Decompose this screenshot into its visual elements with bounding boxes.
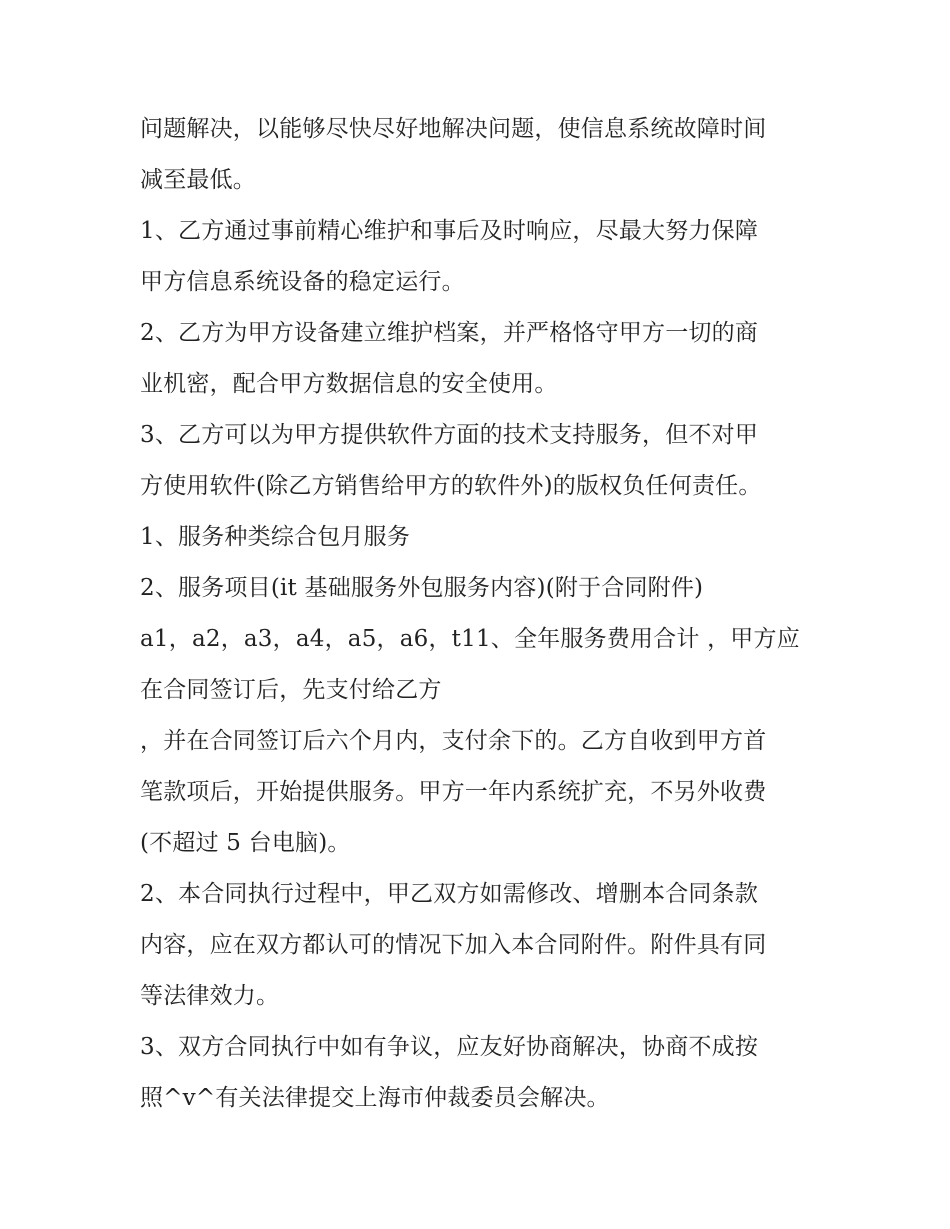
- text-line-8: 方使用软件(除乙方销售给甲方的软件外)的版权负任何责任。: [140, 473, 762, 499]
- text-line-4: 甲方信息系统设备的稳定运行。: [140, 269, 465, 295]
- text-line-13: ，并在合同签订后六个月内，支付余下的。乙方自收到甲方首: [140, 728, 767, 754]
- text-line-14: 笔款项后，开始提供服务。甲方一年内系统扩充，不另外收费: [140, 779, 767, 805]
- text-line-1: 问题解决，以能够尽快尽好地解决问题，使信息系统故障时间: [140, 116, 767, 142]
- text-line-3: 1、乙方通过事前精心维护和事后及时响应，尽最大努力保障: [140, 218, 759, 244]
- text-line-17: 内容，应在双方都认可的情况下加入本合同附件。附件具有同: [140, 932, 767, 958]
- text-line-9: 1、服务种类综合包月服务: [140, 524, 411, 550]
- text-line-16: 2、本合同执行过程中，甲乙双方如需修改、增删本合同条款: [140, 881, 759, 907]
- document-body: [140, 104, 820, 1124]
- text-line-2: 减至最低。: [140, 167, 256, 193]
- text-line-5: 2、乙方为甲方设备建立维护档案，并严格恪守甲方一切的商: [140, 320, 759, 346]
- text-line-19: 3、双方合同执行中如有争议，应友好协商解决，协商不成按: [140, 1034, 759, 1060]
- text-line-10: 2、服务项目(it 基础服务外包服务内容)(附于合同附件): [140, 575, 704, 601]
- text-line-7: 3、乙方可以为甲方提供软件方面的技术支持服务，但不对甲: [140, 422, 759, 448]
- text-line-6: 业机密，配合甲方数据信息的安全使用。: [140, 371, 558, 397]
- text-line-20: 照^v^有关法律提交上海市仲裁委员会解决。: [140, 1085, 610, 1111]
- text-line-18: 等法律效力。: [140, 983, 280, 1009]
- text-line-15: (不超过 5 台电脑)。: [140, 830, 351, 856]
- text-line-11: a1，a2，a3，a4，a5，a6，t11、全年服务费用合计 ，甲方应: [140, 626, 800, 652]
- text-line-12: 在合同签订后，先支付给乙方: [140, 677, 442, 703]
